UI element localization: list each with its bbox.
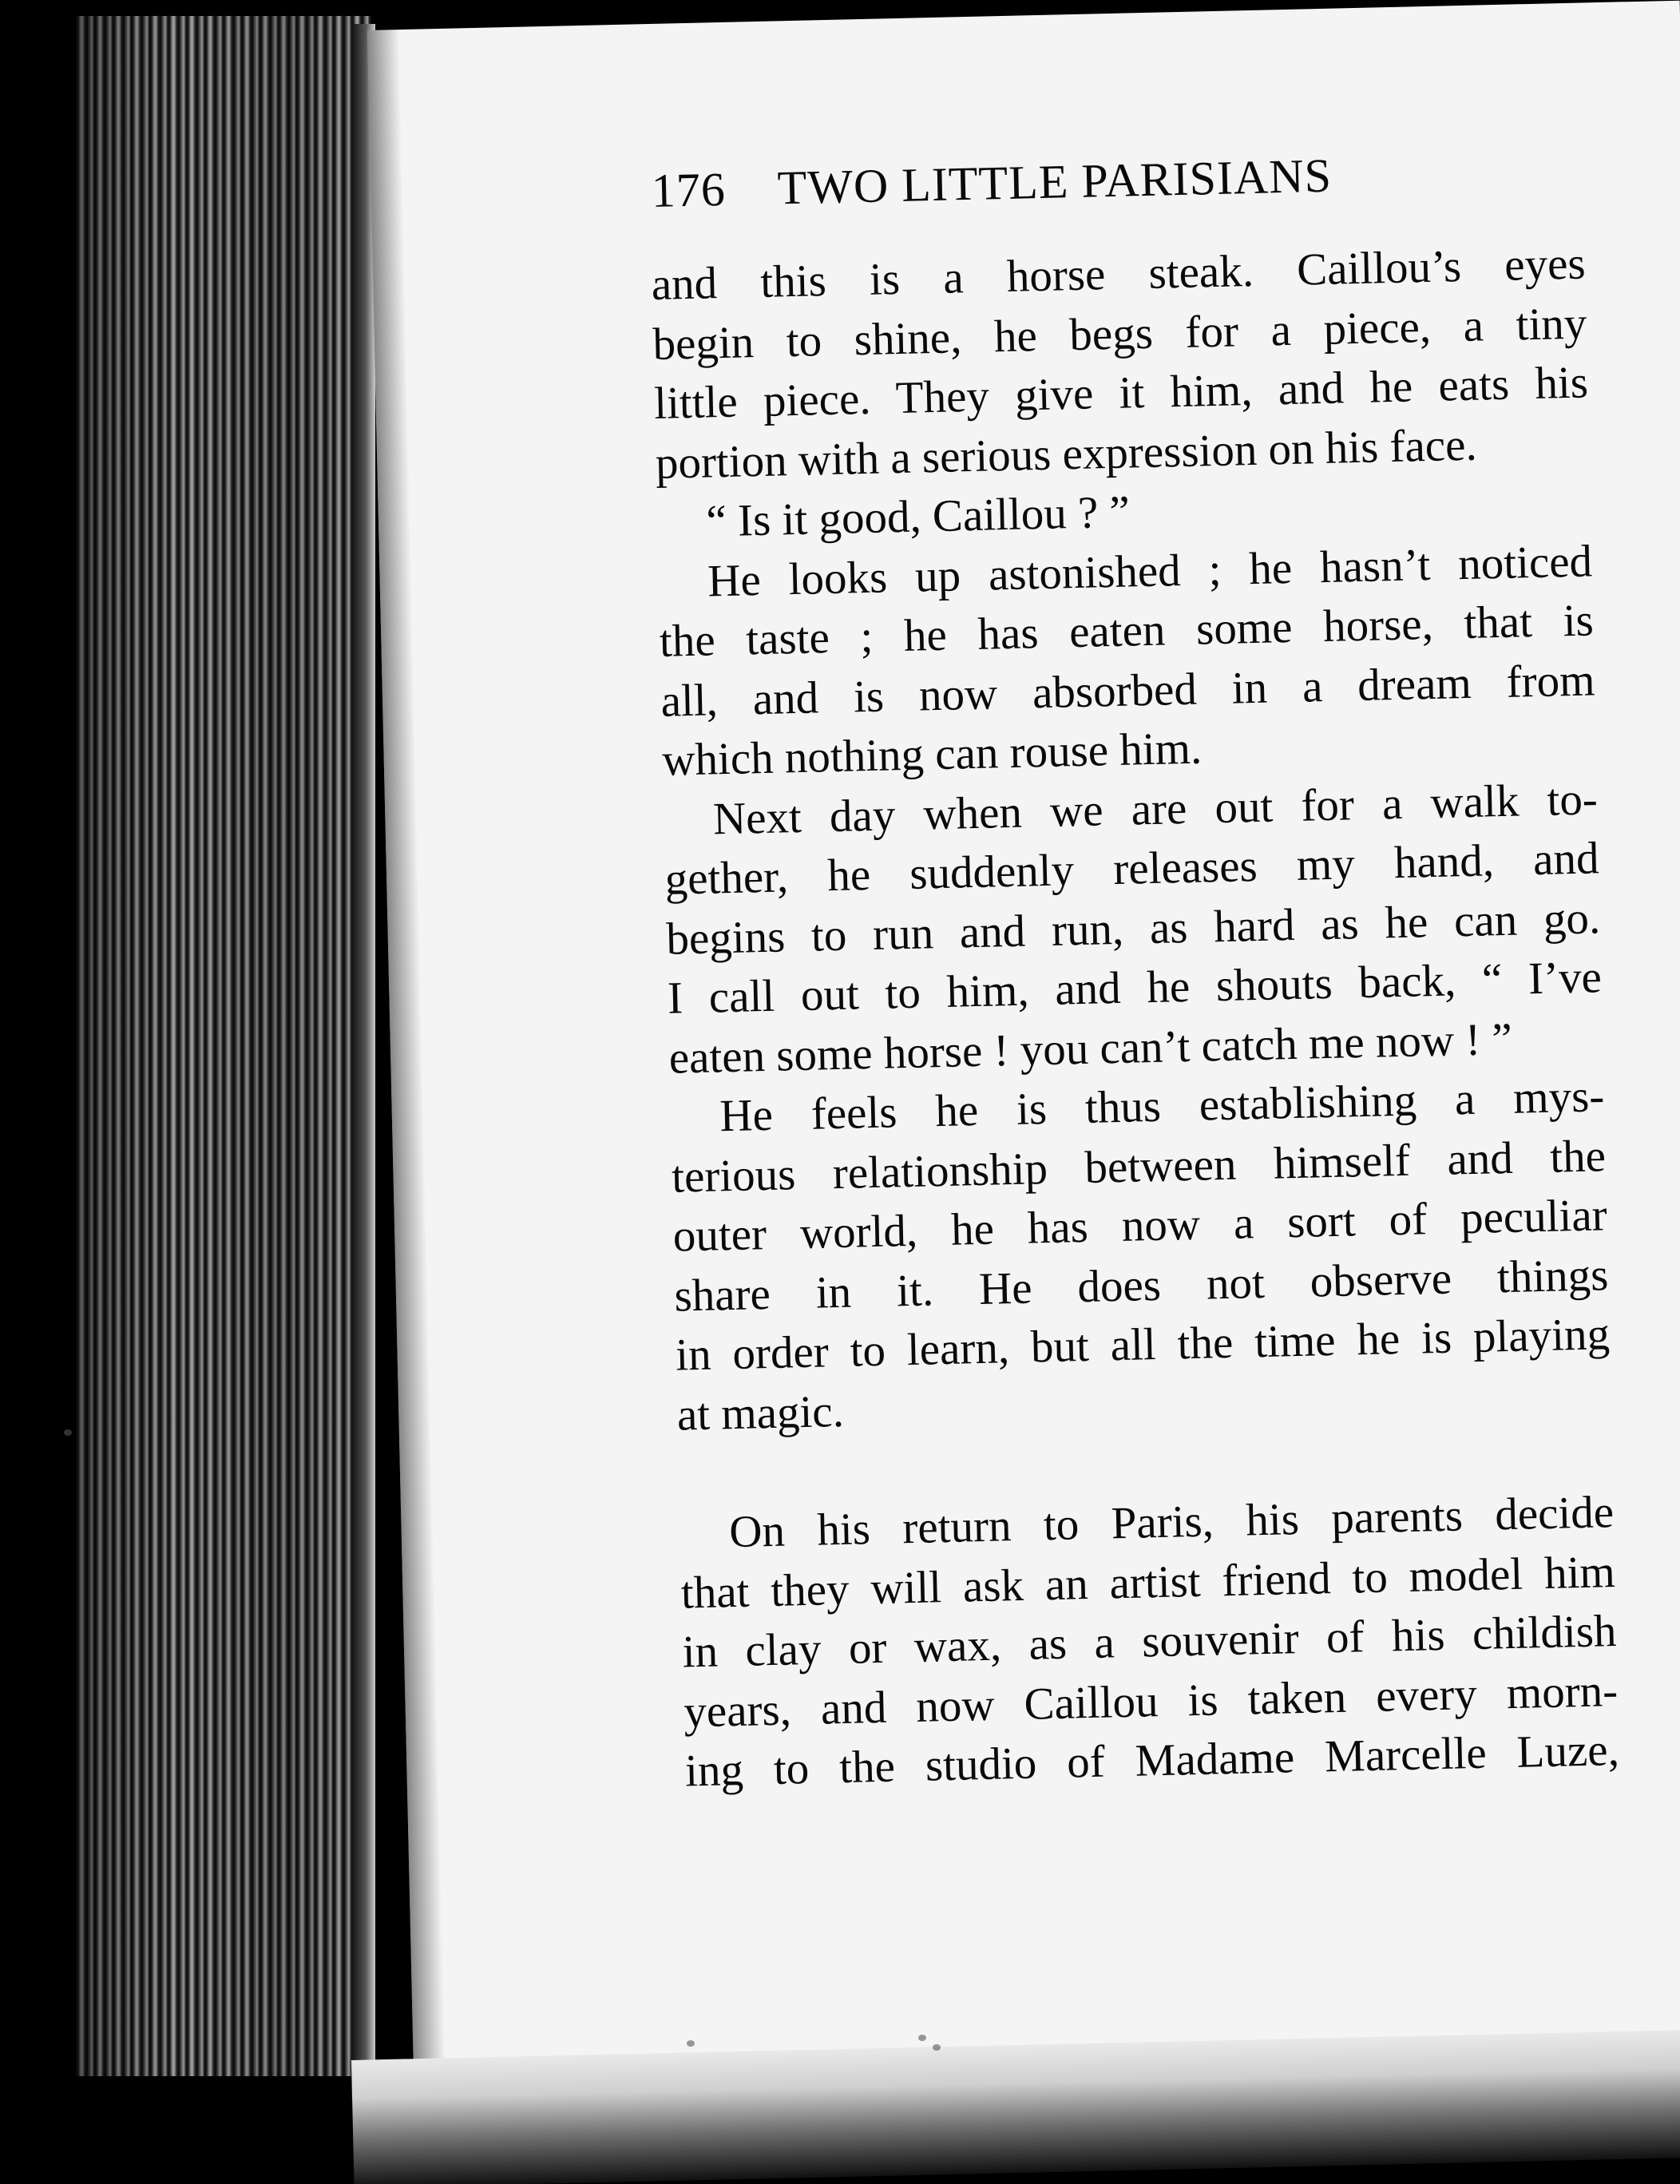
text-line: I call out to him, and he shouts back, “ I’ve [667, 952, 1603, 1024]
text-line: eaten some horse ! you can’t catch me now ! ” [668, 1013, 1513, 1084]
page-edges-stack [76, 16, 371, 2076]
text-line: and this is a horse steak. Caillou’s eyes [651, 238, 1587, 310]
text-line: He looks up astonished ; he hasn’t noticed [707, 535, 1593, 606]
text-line: begins to run and run, as hard as he can go. [665, 892, 1601, 965]
text-line: terious relationship between himself and the [671, 1130, 1607, 1203]
gutter-shadow [351, 24, 375, 2100]
text-line: share in it. He does not observe things [673, 1249, 1609, 1322]
text-line: “ Is it good, Caillou ? ” [705, 486, 1131, 547]
text-line: He feels he is thus establishing a mys- [719, 1071, 1605, 1142]
text-line: On his return to Paris, his parents decide [728, 1487, 1615, 1558]
text-line: Next day when we are out for a walk to- [712, 773, 1599, 844]
text-line: outer world, he has now a sort of peculiar [672, 1190, 1608, 1262]
text-line: ing to the studio of Madame Marcelle Luze, [684, 1724, 1620, 1797]
text-line: the taste ; he has eaten some horse, that is [659, 595, 1595, 667]
text-line: at magic. [676, 1385, 845, 1441]
text-line: in order to learn, but all the time he is playing [675, 1309, 1611, 1381]
text-line: all, and is now absorbed in a dream from [660, 654, 1596, 727]
ink-speck [933, 2044, 941, 2051]
running-title: TWO LITTLE PARISIANS [776, 149, 1333, 215]
ink-speck [64, 1429, 72, 1436]
text-line: that they will ask an artist friend to model him [680, 1546, 1616, 1619]
text-line: in clay or wax, as a souvenir of his childish [681, 1606, 1618, 1678]
body-text [651, 234, 1620, 1802]
ink-speck [918, 2035, 926, 2041]
text-line: portion with a serious expression on his face. [655, 419, 1478, 489]
text-line: gether, he suddenly releases my hand, and [664, 833, 1600, 905]
page-number: 176 [651, 162, 727, 217]
ink-speck [687, 2040, 695, 2047]
text-line: little piece. They give it him, and he eats his [653, 357, 1589, 429]
text-line: begin to shine, he begs for a piece, a tiny [652, 297, 1587, 370]
text-line: which nothing can rouse him. [661, 723, 1203, 786]
text-line: years, and now Caillou is taken every morn- [683, 1665, 1619, 1738]
